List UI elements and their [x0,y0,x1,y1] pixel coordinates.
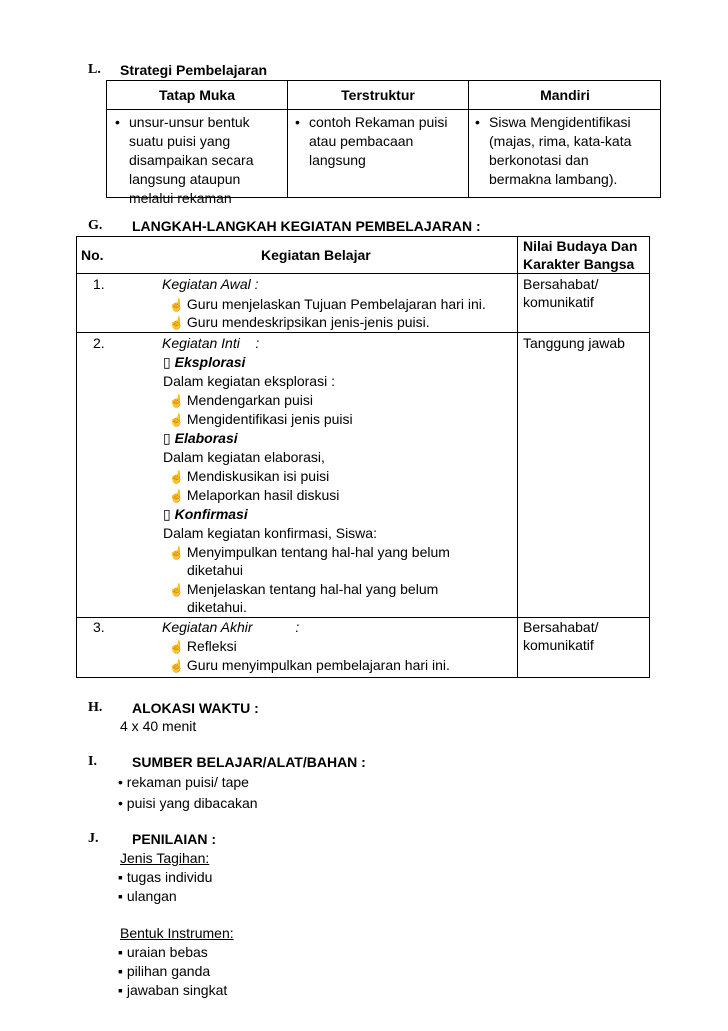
header-activity: Kegiatan Belajar [261,247,371,263]
list-item: ▪ pilihan ganda [118,963,211,979]
section-letter: H. [88,700,103,715]
list-item: ☝ Menyimpulkan tentang hal-hal yang belum [169,543,450,563]
bentuk-instrumen-label: Bentuk Instrumen: [120,925,234,941]
value-text: Tanggung jawab [523,335,625,351]
bullet-icon: • [475,114,480,130]
list-item: ☝ Menjelaskan tentang hal-hal yang belum [169,580,438,600]
header-values-line2: Karakter Bangsa [523,256,635,272]
column-header-tatap-muka: Tatap Muka [107,81,287,110]
list-item: ☝ Guru menjelaskan Tujuan Pembelajaran hari ini. [169,295,486,315]
list-item: • rekaman puisi/ tape [118,774,249,790]
pointing-hand-icon: ☝ [169,546,184,560]
subsection-intro: Dalam kegiatan konfirmasi, Siswa: [163,525,377,541]
list-item: ☝ Guru mendeskripsikan jenis-jenis puisi. [169,313,430,333]
pointing-hand-icon: ☝ [169,394,184,408]
value-text: Bersahabat/ [523,276,599,292]
pointing-hand-icon: ☝ [169,583,184,597]
list-item: ☝ Guru menyimpulkan pembelajaran hari ini. [169,656,450,676]
pointing-hand-icon: ☝ [169,659,184,673]
section-letter: J. [88,831,99,846]
value-text: komunikatif [523,637,594,653]
subsection-intro: Dalam kegiatan elaborasi, [163,449,325,465]
list-item: ▪ ulangan [118,888,177,904]
row-number: 2. [93,335,105,351]
jenis-tagihan-label: Jenis Tagihan: [120,850,210,866]
subsection-title: ▯ Konfirmasi [163,506,248,522]
row-number: 1. [93,276,105,292]
list-item: ▪ jawaban singkat [118,982,228,998]
list-item-continuation: diketahui [187,562,244,578]
bullet-icon: • [295,114,300,130]
list-item-continuation: diketahui. [187,599,247,615]
column-header-mandiri: Mandiri [469,81,661,110]
list-item: ☝ Mengidentifikasi jenis puisi [169,410,353,430]
list-item: • puisi yang dibacakan [118,795,258,811]
pointing-hand-icon: ☝ [169,298,184,312]
section-letter: G. [88,218,103,233]
section-title-steps: LANGKAH-LANGKAH KEGIATAN PEMBELAJARAN : [132,218,481,234]
table-cell: • contoh Rekaman puisi atau pembacaan langsung [295,114,448,168]
list-item: ☝ Mendengarkan puisi [169,391,313,411]
activities-table [76,236,650,678]
section-title-time: ALOKASI WAKTU : [132,700,259,716]
box-icon: ▯ [163,354,171,370]
list-item: ▪ uraian bebas [118,944,208,960]
subsection-title: ▯ Eksplorasi [163,354,246,370]
pointing-hand-icon: ☝ [169,489,184,503]
pointing-hand-icon: ☝ [169,640,184,654]
list-item: ▪ tugas individu [118,869,213,885]
header-no: No. [81,247,104,263]
list-item: ☝ Refleksi [169,637,237,657]
phase-title: Kegiatan Akhir : [162,619,300,635]
strategy-table [106,80,661,206]
list-item: ☝ Mendiskusikan isi puisi [169,467,329,487]
box-icon: ▯ [163,430,171,446]
section-title-resources: SUMBER BELAJAR/ALAT/BAHAN : [132,754,366,770]
time-allocation: 4 x 40 menit [120,718,197,734]
value-text: komunikatif [523,294,594,310]
phase-title: Kegiatan Inti : [162,335,260,351]
pointing-hand-icon: ☝ [169,470,184,484]
section-title-assessment: PENILAIAN : [132,831,216,847]
column-header-terstruktur: Terstruktur [288,81,468,110]
subsection-title: ▯ Elaborasi [163,430,238,446]
phase-title: Kegiatan Awal : [162,276,259,292]
box-icon: ▯ [163,506,171,522]
section-letter: I. [88,754,97,769]
bullet-icon: • [115,114,120,130]
table-cell: • Siswa Mengidentifikasi (majas, rima, kata-kata berkonotasi dan bermakna lambang). [475,114,632,187]
list-item: ☝ Melaporkan hasil diskusi [169,486,339,506]
section-title-strategy: Strategi Pembelajaran [120,62,268,78]
subsection-intro: Dalam kegiatan eksplorasi : [163,373,335,389]
section-letter: L. [88,62,101,77]
header-values: Nilai Budaya Dan [523,238,638,254]
value-text: Bersahabat/ [523,619,599,635]
pointing-hand-icon: ☝ [169,413,184,427]
table-cell: • unsur-unsur bentuk suatu puisi yang disampaikan secara langsung ataupun melalui rekaman [115,114,254,206]
pointing-hand-icon: ☝ [169,316,184,330]
row-number: 3. [93,619,105,635]
